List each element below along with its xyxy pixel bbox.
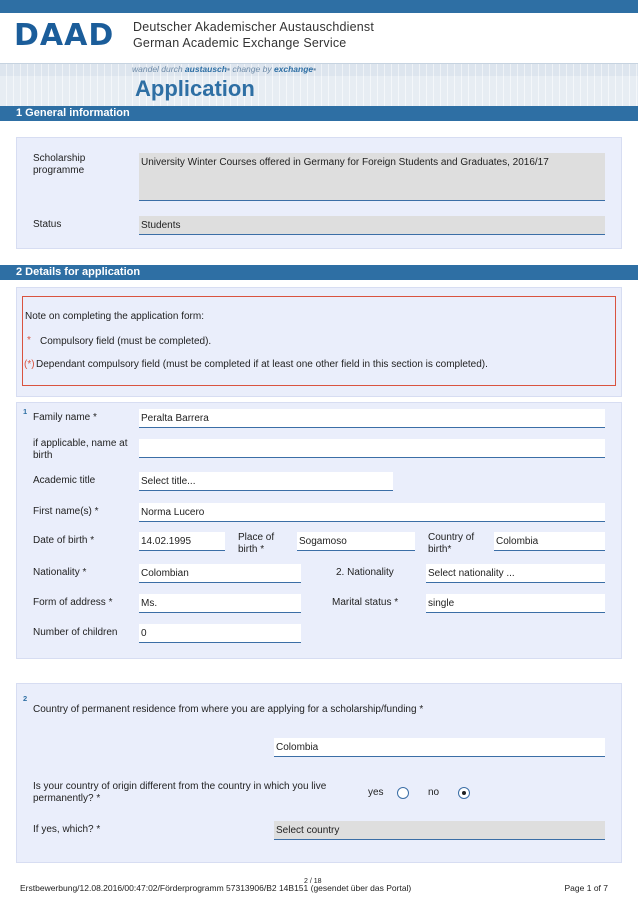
scholarship-label: Scholarship programme [33,153,86,176]
header-band [0,63,638,76]
nationality2-select[interactable]: Select nationality ... [426,564,605,583]
note-title: Note on completing the application form: [25,311,204,322]
dob-field[interactable]: 14.02.1995 [139,532,225,551]
org-name-english: German Academic Exchange Service [133,36,347,50]
dependant-mark: (*) [24,359,35,370]
no-label: no [428,787,440,798]
academic-title-select[interactable]: Select title... [139,472,393,491]
which-country-select[interactable]: Select country [274,821,605,840]
which-country-label: If yes, which? * [33,824,101,835]
academic-title-label: Academic title [33,475,96,486]
top-bar [0,0,638,13]
scholarship-field[interactable]: University Winter Courses offered in Germany for Foreign Students and Graduates, 2016/17 [139,153,605,201]
tagline: wandel durch austausch▪ change by exchange▪ [132,64,317,74]
nationality2-label: 2. Nationality [336,567,394,578]
org-name-german: Deutscher Akademischer Austauschdienst [133,20,375,34]
note-compulsory: Compulsory field (must be completed). [40,336,212,347]
yes-radio[interactable] [397,787,409,799]
pob-label: Place of birth * [238,532,275,555]
family-name-label: Family name * [33,412,97,423]
compulsory-star: * [27,335,31,346]
status-label: Status [33,219,62,230]
residence-field[interactable]: Colombia [274,738,605,757]
address-form-select[interactable]: Ms. [139,594,301,613]
origin-question: Is your country of origin different from the country in which you live permanently? * [33,781,327,804]
block-number-2: 2 [23,694,28,703]
page-title: Application [135,76,255,101]
page-counter: 2 / 18 [304,878,322,885]
cob-label: Country of birth* [428,532,475,555]
section-heading-details: 2 Details for application [0,265,638,280]
children-field[interactable]: 0 [139,624,301,643]
status-field[interactable]: Students [139,216,605,235]
pob-field[interactable]: Sogamoso [297,532,415,551]
daad-logo: DAAD [14,18,115,53]
yes-label: yes [368,787,384,798]
residence-label: Country of permanent residence from where you are applying for a scholarship/funding * [33,704,424,715]
nationality-label: Nationality * [33,567,87,578]
first-name-field[interactable]: Norma Lucero [139,503,605,522]
nationality-field[interactable]: Colombian [139,564,301,583]
address-form-label: Form of address * [33,597,113,608]
page-number: Page 1 of 7 [564,883,608,893]
block-number-1: 1 [23,407,28,416]
footer-info: Erstbewerbung/12.08.2016/00:47:02/Förderprogramm 57313906/B2 14B151 (gesendet über das Portal) [20,883,412,893]
cob-field[interactable]: Colombia [494,532,605,551]
birth-name-field[interactable] [139,439,605,458]
no-radio[interactable] [458,787,470,799]
children-label: Number of children [33,627,118,638]
family-name-field[interactable]: Peralta Barrera [139,409,605,428]
first-name-label: First name(s) * [33,506,99,517]
birth-name-label: if applicable, name at birth [33,438,128,461]
section-heading-general: 1 General information [0,106,638,121]
note-dependant: Dependant compulsory field (must be completed if at least one other field in this section is completed). [36,359,488,370]
title-band [0,76,638,106]
marital-status-select[interactable]: single [426,594,605,613]
dob-label: Date of birth * [33,535,95,546]
marital-status-label: Marital status * [332,597,399,608]
